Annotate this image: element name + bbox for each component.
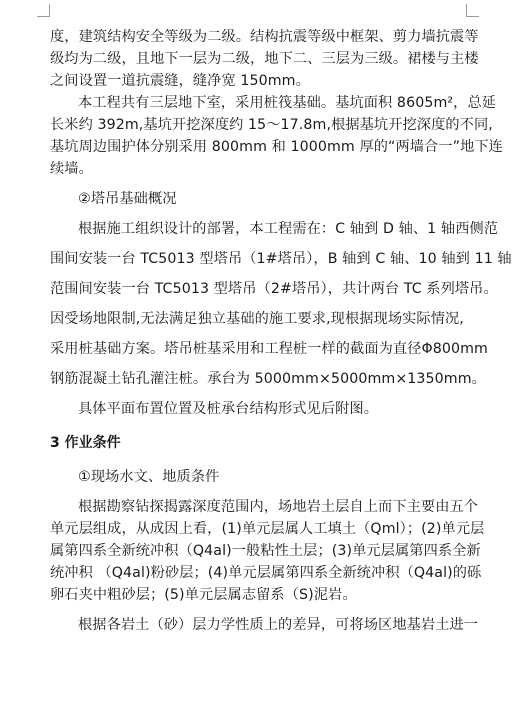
- text-line: 本工程共有三层地下室，采用桩筏基础。基坑面积 8605m²，总延: [78, 95, 497, 111]
- text-line: 因受场地限制,无法满足独立基础的施工要求,现根据现场实际情况,: [50, 311, 464, 327]
- text-line: 基坑周边围护体分别采用 800mm 和 1000mm 厚的“两墙合一”地下连: [50, 139, 503, 155]
- text-line: 根据施工组织设计的部署，本工程需在：C 轴到 D 轴、1 轴西侧范: [78, 221, 499, 237]
- text-line: 属第四系全新统冲积（Q4al)一般粘性土层；(3)单元层属第四系全新: [50, 543, 481, 559]
- document-body[interactable]: [50, 26, 512, 636]
- text-line: 具体平面布置位置及桩承台结构形式见后附图。: [78, 401, 379, 417]
- text-line: 统冲积 （Q4al)粉砂层；(4)单元层属第四系全新统冲积（Q4al)的砾: [50, 565, 482, 581]
- page-corner-mark-left: [37, 4, 50, 17]
- text-line: 范围间安装一台 TC5013 型塔吊（2#塔吊），共计两台 TC 系列塔吊。: [50, 281, 498, 297]
- text-line: 围间安装一台 TC5013 型塔吊（1#塔吊），B 轴到 C 轴、10 轴到 11 轴: [50, 251, 512, 267]
- text-line: 单元层组成，从成因上看，(1)单元层属人工填土（Qml）；(2)单元层: [50, 521, 485, 537]
- page-corner-mark-right: [466, 4, 479, 17]
- text-line: 根据勘察钻探揭露深度范围内，场地岩土层自上而下主要由五个: [78, 499, 479, 515]
- text-line: 钢筋混凝土钻孔灌注桩。承台为 5000mm×5000mm×1350mm。: [50, 371, 486, 387]
- text-line: 长米约 392m,基坑开挖深度约 15～17.8m,根据基坑开挖深度的不同,: [50, 117, 493, 133]
- text-line: 采用桩基础方案。塔吊桩基采用和工程桩一样的截面为直径Φ800mm: [50, 341, 488, 357]
- subheading: ①现场水文、地质条件: [78, 469, 220, 485]
- section-heading: 3 作业条件: [50, 435, 121, 451]
- text-line: 卵石夹中粗砂层；(5)单元层属志留系（S)泥岩。: [50, 587, 357, 603]
- text-line: 续墙。: [50, 161, 93, 177]
- subheading: ②塔吊基础概况: [78, 191, 177, 207]
- text-line: 之间设置一道抗震缝，缝净宽 150mm。: [50, 73, 310, 89]
- text-line: 度，建筑结构安全等级为二级。结构抗震等级中框架、剪力墙抗震等: [50, 29, 479, 45]
- text-line: 级均为二级，且地下一层为二级，地下二、三层为三级。裙楼与主楼: [50, 51, 479, 67]
- text-line: 根据各岩土（砂）层力学性质上的差异，可将场区地基岩土进一: [78, 617, 479, 633]
